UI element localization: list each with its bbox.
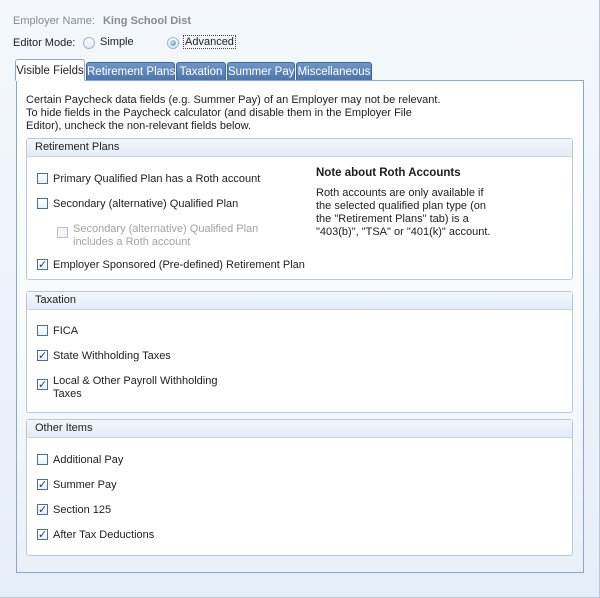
tab-visible-fields[interactable]: Visible Fields [15, 59, 85, 81]
other-items-group [26, 419, 573, 556]
roth-note-title: Note about Roth Accounts [316, 167, 461, 179]
employer-name-value: King School Dist [102, 15, 191, 27]
secondary-plan-label[interactable]: Secondary (alternative) Qualified Plan [53, 198, 239, 210]
advanced-radio-label[interactable]: Advanced [185, 36, 234, 48]
primary-roth-checkbox[interactable] [37, 173, 48, 184]
roth-note-body: Roth accounts are only available if the selected qualified plan type (on the "Retirement Plans" tab) is a "403(b)", "TSA" or "401(k)" account. [316, 187, 491, 238]
summer-pay-checkbox[interactable] [37, 479, 48, 490]
other-items-header: Other Items [27, 420, 572, 438]
editor-mode-label: Editor Mode: [13, 37, 76, 49]
section-125-label[interactable]: Section 125 [53, 504, 112, 516]
fica-checkbox[interactable] [37, 325, 48, 336]
taxation-header: Taxation [27, 292, 572, 310]
local-withholding-label[interactable]: Local & Other Payroll Withholding Taxes [53, 375, 218, 400]
advanced-radio[interactable] [167, 37, 179, 49]
section-125-checkbox[interactable] [37, 504, 48, 515]
employer-sponsored-checkbox[interactable] [37, 259, 48, 270]
secondary-plan-checkbox[interactable] [37, 198, 48, 209]
intro-text: Certain Paycheck data fields (e.g. Summer Pay) of an Employer may not be relevant. To hide fields in the Paycheck calculator (and disable them in the Employer File Editor), uncheck the non-relevant fields below. [26, 94, 441, 132]
local-withholding-checkbox[interactable] [37, 379, 48, 390]
after-tax-deductions-label[interactable]: After Tax Deductions [53, 529, 155, 541]
visible-fields-panel [16, 80, 584, 573]
taxation-group [26, 291, 573, 413]
retirement-plans-group [26, 138, 573, 280]
state-withholding-checkbox[interactable] [37, 350, 48, 361]
state-withholding-label[interactable]: State Withholding Taxes [53, 350, 171, 362]
editor-mode-row [13, 36, 75, 50]
retirement-plans-header: Retirement Plans [27, 139, 572, 157]
simple-radio-label[interactable]: Simple [100, 36, 134, 48]
additional-pay-label[interactable]: Additional Pay [53, 454, 124, 466]
tab-taxation[interactable]: Taxation [176, 62, 226, 81]
fica-label[interactable]: FICA [53, 325, 79, 337]
employer-sponsored-label[interactable]: Employer Sponsored (Pre-defined) Retirement Plan [53, 259, 305, 271]
tab-summer-pay[interactable]: Summer Pay [227, 62, 295, 81]
employer-name-label: Employer Name: [13, 15, 95, 27]
simple-radio[interactable] [83, 37, 95, 49]
additional-pay-checkbox[interactable] [37, 454, 48, 465]
employer-name-row [13, 14, 191, 28]
after-tax-deductions-checkbox[interactable] [37, 529, 48, 540]
secondary-roth-checkbox[interactable] [57, 227, 68, 238]
summer-pay-label[interactable]: Summer Pay [53, 479, 117, 491]
primary-roth-label[interactable]: Primary Qualified Plan has a Roth account [53, 173, 261, 185]
tab-retirement-plans[interactable]: Retirement Plans [86, 62, 175, 81]
tab-miscellaneous[interactable]: Miscellaneous [296, 62, 372, 81]
secondary-roth-label: Secondary (alternative) Qualified Plan includes a Roth account [73, 223, 259, 248]
